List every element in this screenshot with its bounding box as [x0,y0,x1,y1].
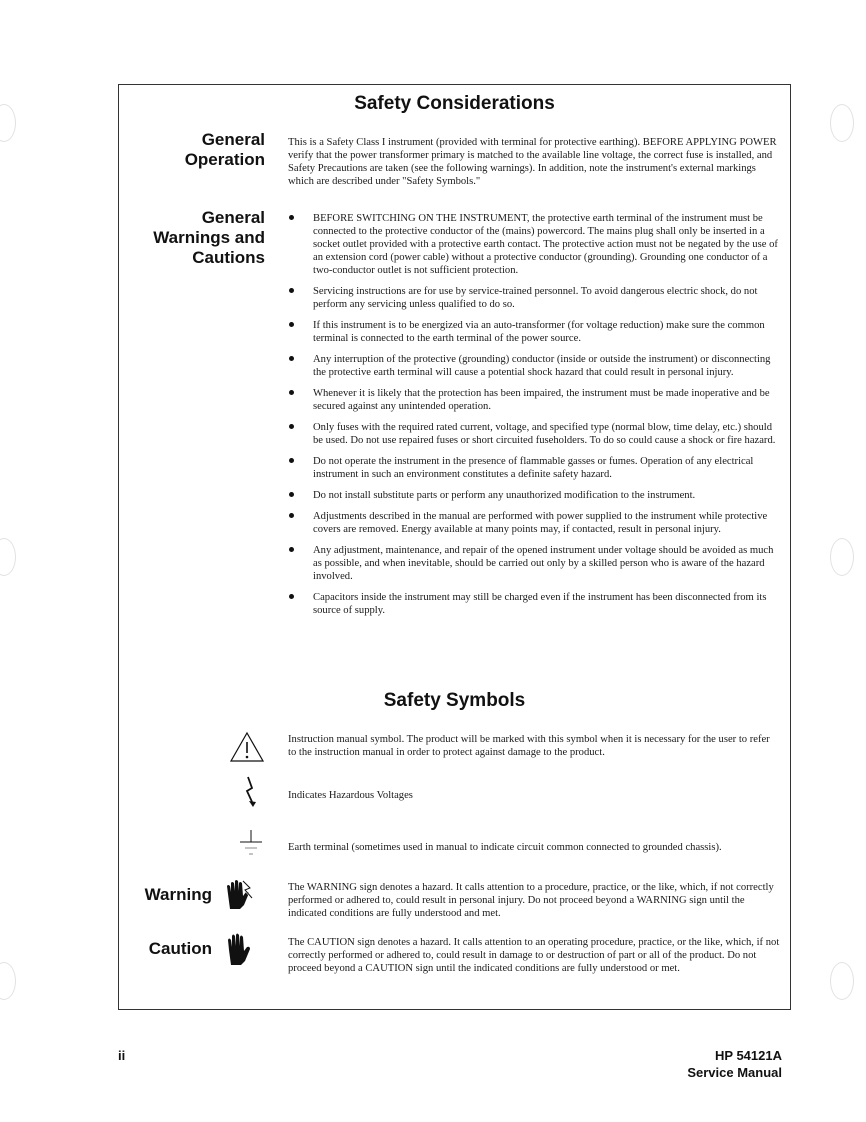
list-item [288,421,780,447]
caution-symbol-text: The CAUTION sign denotes a hazard. It calls attention to an operating procedure, practice, or the like, which, if not correctly performed or adhered to, could result in damage to or destruction of part or all of the product. Do not proceed beyond a CAUTION sign until the indicated conditions are fully understood or met. [288,937,780,974]
list-item [288,544,780,583]
punch-hole-right-mid [830,538,854,576]
bullet-icon [289,594,294,599]
bullet-icon [289,547,294,552]
product-name: HP 54121A [715,1048,782,1063]
punch-hole-left-bottom [0,962,16,1000]
earth-ground-icon [238,828,264,862]
general-operation-text: This is a Safety Class I instrument (provided with terminal for protective earthing). BEFORE APPLYING POWER verify that the power transformer primary is matched to the available line voltage, the correct fuse is installed, and Safety Precautions are taken (see the following warnings). In addition, note the instrument's external markings which are described under "Safety Symbols." [288,137,777,187]
bullet-icon [289,215,294,220]
list-item-text: Do not operate the instrument in the presence of flammable gasses or fumes. Operation of any electrical instrument in such an environment constitutes a definite safety hazard. [313,456,754,480]
list-item [288,591,780,617]
list-item-text: Whenever it is likely that the protection has been impaired, the instrument must be made inoperative and be secured against any unintended operation. [313,388,770,412]
heading-line: General [201,208,265,227]
warnings-heading [153,208,265,268]
list-item [288,285,780,311]
page-number: ii [118,1048,126,1063]
bullet-icon [289,492,294,497]
warning-triangle-icon [229,731,265,763]
voltage-symbol-text: Indicates Hazardous Voltages [288,790,413,801]
list-item [288,319,780,345]
warnings-list [288,212,780,625]
bullet-icon [289,390,294,395]
bullet-icon [289,458,294,463]
bullet-icon [289,356,294,361]
page-title: Safety Considerations [354,93,555,114]
list-item-text: Adjustments described in the manual are performed with power supplied to the instrument while protective covers are removed. Energy available at many points may, if contacted, result in personal injury. [313,511,768,535]
manual-name: Service Manual [687,1065,782,1080]
heading-line: Warnings and [153,228,265,247]
hand-stop-icon [223,932,253,966]
lightning-bolt-icon [243,775,259,809]
list-item [288,489,780,502]
warning-symbol-text: The WARNING sign denotes a hazard. It calls attention to a procedure, practice, or the like, which, if not correctly performed or adhered to, could result in personal injury. Do not proceed beyond a WARNING sign until the indicated conditions are fully understood and met. [288,882,774,919]
warning-label: Warning [144,885,212,904]
list-item-text: Only fuses with the required rated current, voltage, and specified type (normal blow, time delay, etc.) should be used. Do not use repaired fuses or short circuited fuseholders. To do so could cause a shock or fire hazard. [313,422,776,446]
list-item-text: Any interruption of the protective (grounding) conductor (inside or outside the instrument) or disconnecting the protective earth terminal will cause a potential shock hazard that could result in personal injury. [313,354,771,378]
list-item [288,510,780,536]
list-item-text: Any adjustment, maintenance, and repair of the opened instrument under voltage should be avoided as much as possible, and when inevitable, should be carried out only by a skilled person who is aware of the hazard involved. [313,545,774,582]
bullet-icon [289,424,294,429]
list-item [288,212,780,277]
list-item-text: Capacitors inside the instrument may still be charged even if the instrument has been disconnected from its source of supply. [313,592,767,616]
heading-line: Cautions [192,248,265,267]
bullet-icon [289,322,294,327]
safety-symbols-title: Safety Symbols [383,690,526,711]
caution-label: Caution [148,939,212,958]
manual-symbol-text: Instruction manual symbol. The product will be marked with this symbol when it is necessary for the user to refer to the instruction manual in order to protect against damage to the product. [288,734,770,758]
list-item [288,455,780,481]
heading-line: General [201,130,265,149]
list-item-text: Servicing instructions are for use by service-trained personnel. To avoid dangerous electric shock, do not perform any servicing unless qualified to do so. [313,286,758,310]
punch-hole-right-top [830,104,854,142]
hand-shock-icon [223,877,255,911]
general-operation-heading [185,130,265,170]
earth-symbol-text: Earth terminal (sometimes used in manual to indicate circuit common connected to grounded chassis). [288,842,722,853]
list-item [288,353,780,379]
list-item-text: BEFORE SWITCHING ON THE INSTRUMENT, the protective earth terminal of the instrument must be connected to the protective conductor of the (mains) powercord. The mains plug shall only be inserted in a socket outlet provided with a protective earth contact. The protective action must not be negated by the use of an extension cord (power cable) without a protective conductor (grounding). Grounding one conductor of a two-conductor outlet is not sufficient protection. [313,213,778,276]
punch-hole-left-top [0,104,16,142]
bullet-icon [289,288,294,293]
list-item-text: Do not install substitute parts or perform any unauthorized modification to the instrument. [313,490,696,501]
bullet-icon [289,513,294,518]
punch-hole-left-mid [0,538,16,576]
heading-line: Operation [184,150,265,169]
punch-hole-right-bottom [830,962,854,1000]
list-item [288,387,780,413]
list-item-text: If this instrument is to be energized via an auto-transformer (for voltage reduction) make sure the common terminal is connected to the earth terminal of the power source. [313,320,765,344]
